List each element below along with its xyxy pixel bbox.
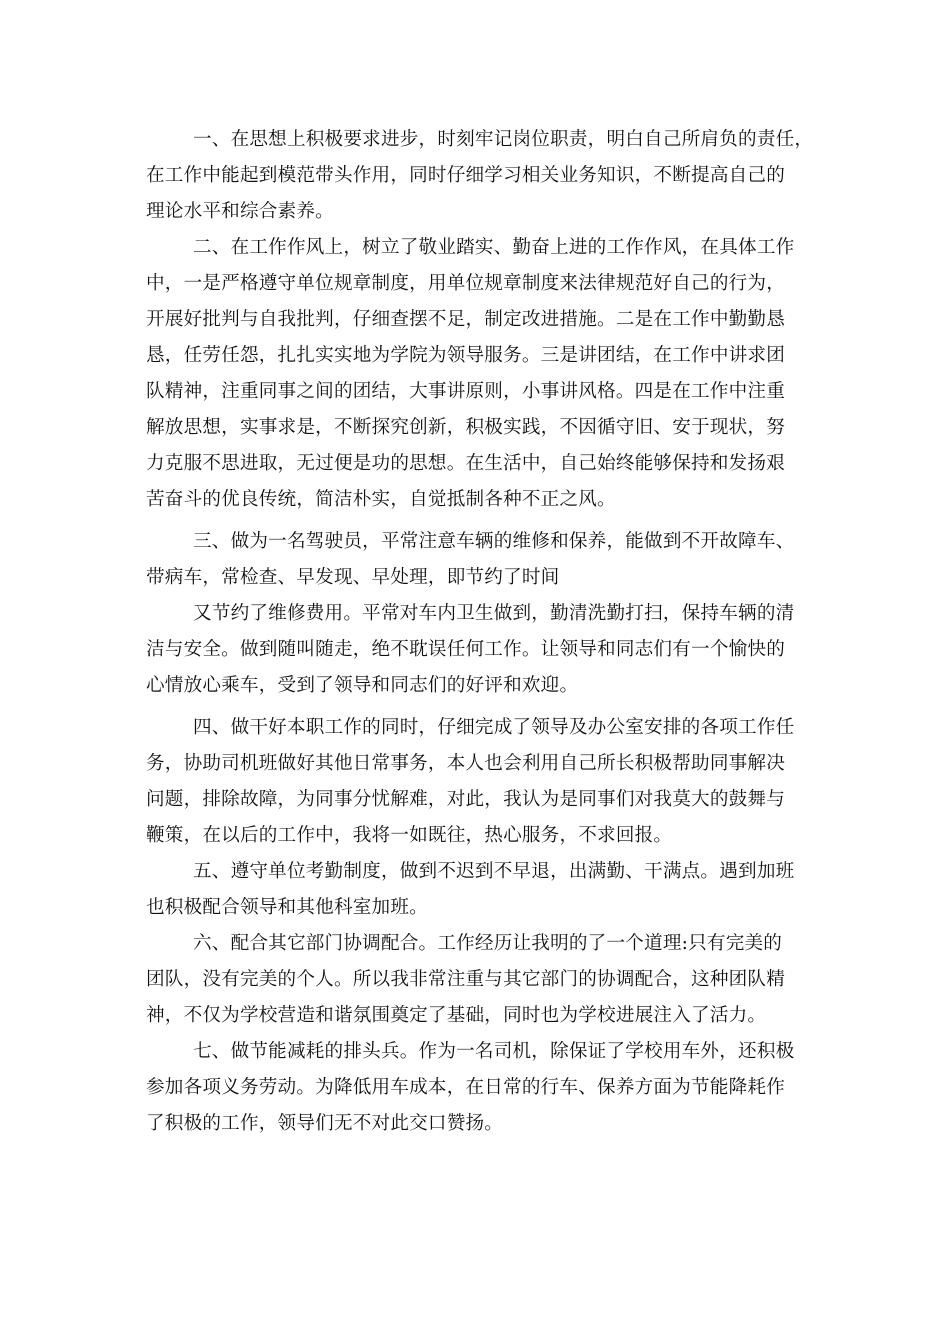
text-line: 也积极配合领导和其他科室加班。 <box>146 897 428 918</box>
text-line: 洁与安全。做到随叫随走，绝不耽误任何工作。让领导和同志们有一个愉快的 <box>146 639 785 660</box>
text-line: 苦奋斗的优良传统，简洁朴实，自觉抵制各种不正之风。 <box>146 489 616 510</box>
text-line: 带病车，常检查、早发现、早处理，即节约了时间 <box>146 567 560 588</box>
text-line: 六、配合其它部门协调配合。工作经历让我明的了一个道理:只有完美的 <box>193 933 783 954</box>
text-line: 团队，没有完美的个人。所以我非常注重与其它部门的协调配合，这种团队精 <box>146 969 785 990</box>
text-line: 二、在工作作风上，树立了敬业踏实、勤奋上进的工作作风，在具体工作 <box>193 237 795 258</box>
text-line: 务，协助司机班做好其他日常事务，本人也会利用自己所长积极帮助同事解决 <box>146 753 785 774</box>
text-line: 中，一是严格遵守单位规章制度，用单位规章制度来法律规范好自己的行为， <box>146 273 785 294</box>
text-line: 神，不仅为学校营造和谐氛围奠定了基础，同时也为学校进展注入了活力。 <box>146 1005 767 1026</box>
text-line: 力克服不思进取，无过便是功的思想。在生活中，自己始终能够保持和发扬艰 <box>146 453 785 474</box>
text-line: 鞭策，在以后的工作中，我将一如既往，热心服务，不求回报。 <box>146 825 673 846</box>
text-line: 在工作中能起到模范带头作用，同时仔细学习相关业务知识，不断提高自己的 <box>146 165 785 186</box>
text-line: 七、做节能减耗的排头兵。作为一名司机，除保证了学校用车外，还积极 <box>193 1041 795 1062</box>
text-line: 问题，排除故障，为同事分忧解难，对此，我认为是同事们对我莫大的鼓舞与 <box>146 789 785 810</box>
text-line: 了积极的工作，领导们无不对此交口赞扬。 <box>146 1113 504 1134</box>
text-line: 恳，任劳任怨，扎扎实实地为学院为领导服务。三是讲团结，在工作中讲求团 <box>146 345 785 366</box>
text-line: 解放思想，实事求是，不断探究创新，积极实践，不因循守旧、安于现状，努 <box>146 417 785 438</box>
text-line: 心情放心乘车，受到了领导和同志们的好评和欢迎。 <box>146 675 579 696</box>
text-line: 一、在思想上积极要求进步，时刻牢记岗位职责，明白自己所肩负的责任， <box>193 129 814 150</box>
text-line: 三、做为一名驾驶员，平常注意车辆的维修和保养，能做到不开故障车、 <box>193 531 795 552</box>
text-line: 又节约了维修费用。平常对车内卫生做到，勤清洗勤打扫，保持车辆的清 <box>193 603 795 624</box>
text-line: 理论水平和综合素养。 <box>146 201 334 222</box>
text-line: 开展好批判与自我批判，仔细查摆不足，制定改进措施。二是在工作中勤勤恳 <box>146 309 785 330</box>
text-line: 队精神，注重同事之间的团结，大事讲原则，小事讲风格。四是在工作中注重 <box>146 381 785 402</box>
text-line: 参加各项义务劳动。为降低用车成本，在日常的行车、保养方面为节能降耗作 <box>146 1077 785 1098</box>
text-line: 五、遵守单位考勤制度，做到不迟到不早退，出满勤、干满点。遇到加班 <box>193 861 795 882</box>
text-line: 四、做干好本职工作的同时，仔细完成了领导及办公室安排的各项工作任 <box>193 717 795 738</box>
